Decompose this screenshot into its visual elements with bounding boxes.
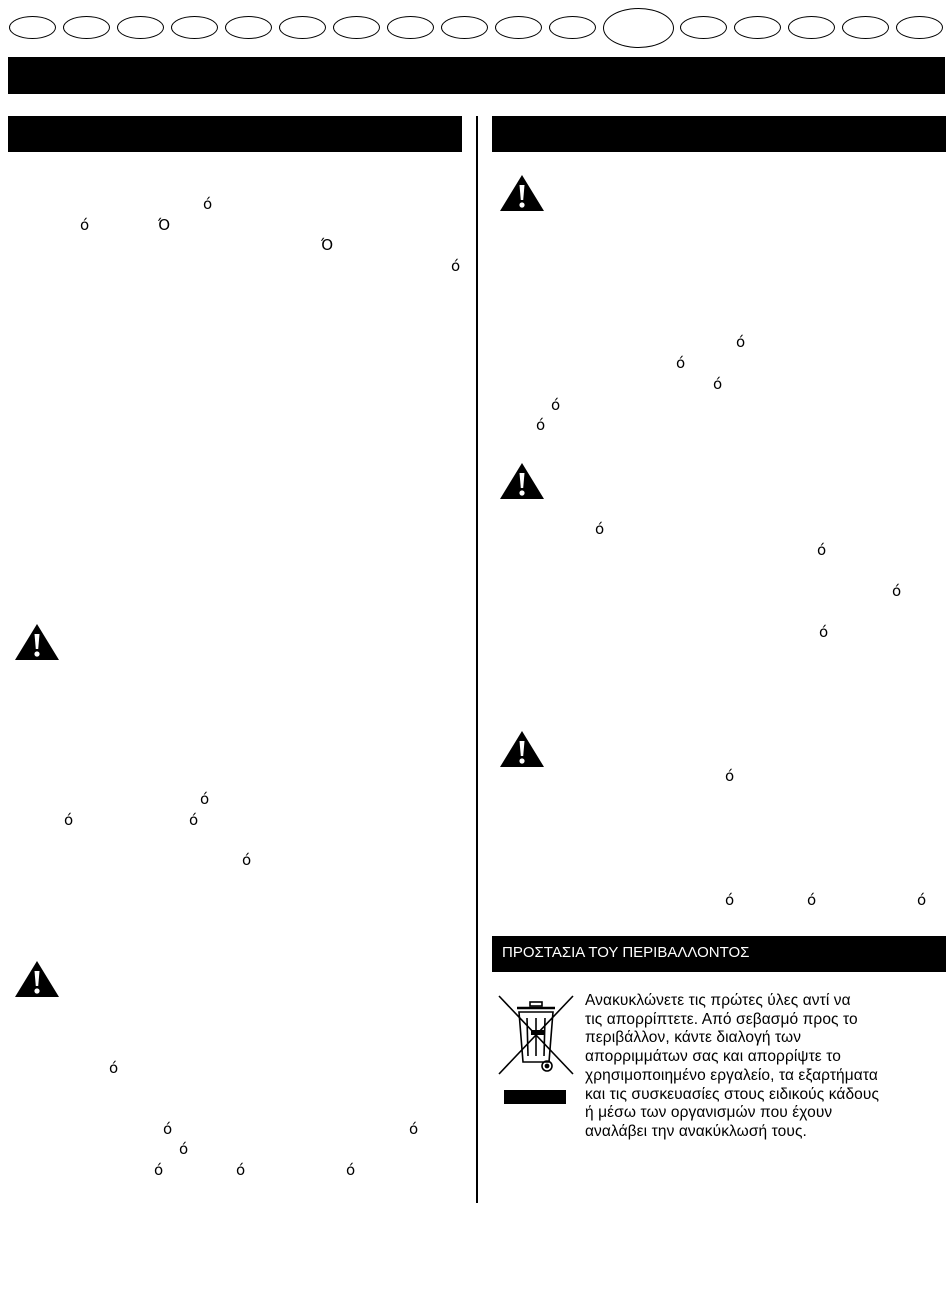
right-section-header <box>492 116 946 152</box>
language-tab-11[interactable] <box>549 16 596 39</box>
accent-glyph: ό <box>203 195 213 213</box>
accent-glyph: ό <box>713 375 723 393</box>
accent-glyph: ό <box>163 1120 173 1138</box>
environment-text-line: ή μέσω των οργανισμών που έχουν <box>585 1104 833 1122</box>
language-tab-3[interactable] <box>117 16 164 39</box>
accent-glyph: ό <box>817 541 827 559</box>
accent-glyph: ό <box>551 396 561 414</box>
accent-glyph: ό <box>109 1059 119 1077</box>
language-tab-10[interactable] <box>495 16 542 39</box>
accent-glyph: ό <box>725 767 735 785</box>
warning-triangle-icon <box>14 623 60 661</box>
warning-triangle-icon <box>14 960 60 998</box>
language-tab-4[interactable] <box>171 16 218 39</box>
accent-glyph: ό <box>451 257 461 275</box>
environment-text <box>585 992 950 1142</box>
language-tab-8[interactable] <box>387 16 434 39</box>
left-section-header <box>8 116 462 152</box>
language-tab-15[interactable] <box>788 16 835 39</box>
environment-text-line: και τις συσκευασίες στους ειδικούς κάδους <box>585 1085 880 1103</box>
warning-triangle-icon <box>499 730 545 768</box>
environment-text-line: περιβάλλον, κάντε διαλογή των <box>585 1029 802 1047</box>
language-tab-17[interactable] <box>896 16 943 39</box>
accent-glyph: ό <box>892 582 902 600</box>
accent-glyph: ό <box>917 891 927 909</box>
accent-glyph: ό <box>595 520 605 538</box>
accent-glyph: ό <box>200 790 210 808</box>
accent-glyph: ό <box>536 416 546 434</box>
accent-glyph: ό <box>80 216 90 234</box>
accent-glyph: ό <box>736 333 746 351</box>
language-tab-13[interactable] <box>680 16 727 39</box>
accent-glyph: ό <box>154 1161 164 1179</box>
crossed-out-bin-icon <box>497 994 575 1076</box>
environment-text-line: απορριμμάτων σας και απορρίψτε το <box>585 1048 841 1066</box>
language-tab-6[interactable] <box>279 16 326 39</box>
warning-triangle-icon <box>499 462 545 500</box>
accent-glyph: Ό <box>321 236 334 254</box>
page-header-bar <box>8 57 945 94</box>
language-tab-9[interactable] <box>441 16 488 39</box>
accent-glyph: ό <box>725 891 735 909</box>
language-tab-2[interactable] <box>63 16 110 39</box>
language-tab-7[interactable] <box>333 16 380 39</box>
accent-glyph: ό <box>189 811 199 829</box>
column-divider <box>476 116 478 1203</box>
warning-triangle-icon <box>499 174 545 212</box>
accent-glyph: ό <box>179 1140 189 1158</box>
accent-glyph: ό <box>819 623 829 641</box>
language-tab-14[interactable] <box>734 16 781 39</box>
language-tab-active[interactable] <box>603 8 674 48</box>
language-tab-5[interactable] <box>225 16 272 39</box>
accent-glyph: ό <box>676 354 686 372</box>
accent-glyph: ό <box>409 1120 419 1138</box>
bin-marking-bar <box>504 1090 566 1104</box>
accent-glyph: ό <box>64 811 74 829</box>
language-tab-1[interactable] <box>9 16 56 39</box>
language-tab-16[interactable] <box>842 16 889 39</box>
accent-glyph: ό <box>346 1161 356 1179</box>
accent-glyph: Ό <box>158 216 171 234</box>
environment-text-line: τις απορρίπτετε. Από σεβασμό προς το <box>585 1010 858 1028</box>
accent-glyph: ό <box>807 891 817 909</box>
environment-text-line: Ανακυκλώνετε τις πρώτες ύλες αντί να <box>585 992 851 1009</box>
environment-text-line: αναλάβει την ανακύκλωσή τους. <box>585 1122 807 1140</box>
accent-glyph: ό <box>242 851 252 869</box>
accent-glyph: ό <box>236 1161 246 1179</box>
environment-title: ΠΡΟΣΤΑΣΙΑ ΤΟΥ ΠΕΡΙΒΑΛΛΟΝΤΟΣ <box>502 944 750 961</box>
environment-text-line: χρησιμοποιημένο εργαλείο, τα εξαρτήματα <box>585 1066 878 1084</box>
